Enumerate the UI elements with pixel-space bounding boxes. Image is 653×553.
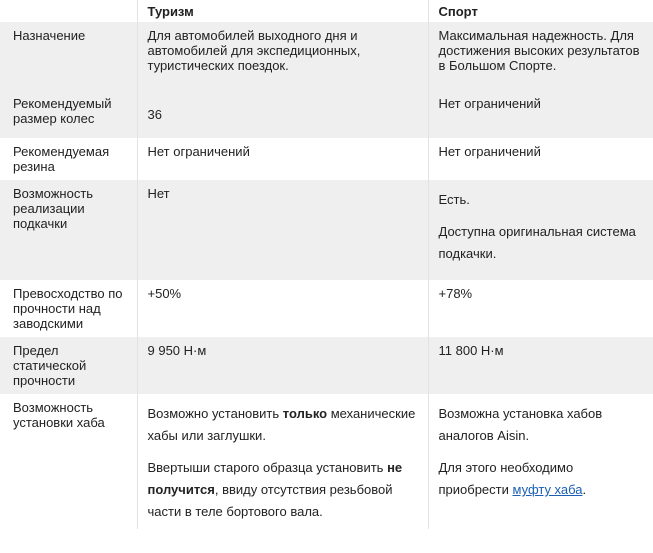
header-sport: Спорт: [428, 0, 653, 22]
header-row: [0, 0, 653, 22]
sport-paragraph: Возможна установка хабов аналогов Aisin.: [438, 406, 603, 443]
row-label: Рекомендуемая резина: [13, 144, 110, 174]
text-span: Возможно установить: [147, 406, 283, 421]
sport-paragraph: Есть.: [438, 192, 470, 207]
sport-cell: Нет ограничений: [428, 90, 653, 138]
table-row: [0, 22, 653, 90]
tourism-cell: Нет ограничений: [137, 138, 428, 180]
table-row: [0, 394, 653, 529]
sport-paragraph: [439, 457, 644, 501]
sport-cell: [428, 180, 653, 280]
header-empty: [0, 0, 137, 22]
emphasis-text: не получится: [147, 460, 403, 497]
row-label: Возможность установки хаба: [13, 400, 105, 430]
text-span: Ввертыши старого образца установить: [147, 460, 388, 475]
table-row: [0, 90, 653, 138]
sport-cell: 11 800 Н·м: [428, 337, 653, 394]
text-span: механические хабы или заглушки.: [147, 406, 416, 443]
row-label: Превосходство по прочности над заводскими: [13, 286, 123, 331]
row-label: Предел статической прочности: [0, 337, 137, 394]
sport-cell: Нет ограничений: [428, 138, 653, 180]
emphasis-text: только: [282, 406, 328, 421]
table-row: [0, 180, 653, 280]
tourism-paragraph: [148, 457, 418, 523]
tourism-cell: Нет: [137, 180, 428, 280]
sport-paragraph: Доступна оригинальная система подкачки.: [438, 224, 636, 261]
header-tourism: Туризм: [137, 0, 428, 22]
sport-cell: +78%: [428, 280, 653, 337]
sport-cell: [428, 394, 653, 529]
table-row: [0, 337, 653, 394]
table-row: [0, 138, 653, 180]
row-label: Назначение: [0, 22, 137, 90]
tourism-cell: Для автомобилей выходного дня и автомобилей для экспедиционных, туристических поездок.: [137, 22, 428, 90]
tourism-paragraph: [148, 403, 418, 447]
row-label: Возможность реализации подкачки: [0, 180, 137, 280]
text-span: Для этого необходимо приобрести: [438, 460, 574, 497]
tourism-cell: +50%: [137, 280, 428, 337]
tourism-cell: 9 950 Н·м: [137, 337, 428, 394]
tourism-cell: [137, 394, 428, 529]
hub-clutch-link[interactable]: муфту хаба: [512, 482, 583, 497]
tourism-cell: 36: [137, 90, 428, 138]
text-span: , ввиду отсутствия резьбовой части в теле бортового вала.: [147, 482, 393, 519]
row-label: Рекомендуемый размер колес: [0, 90, 137, 138]
sport-cell: Максимальная надежность. Для достижения высоких результатов в Большом Спорте.: [428, 22, 653, 90]
text-span: .: [582, 482, 587, 497]
table-row: [0, 280, 653, 337]
